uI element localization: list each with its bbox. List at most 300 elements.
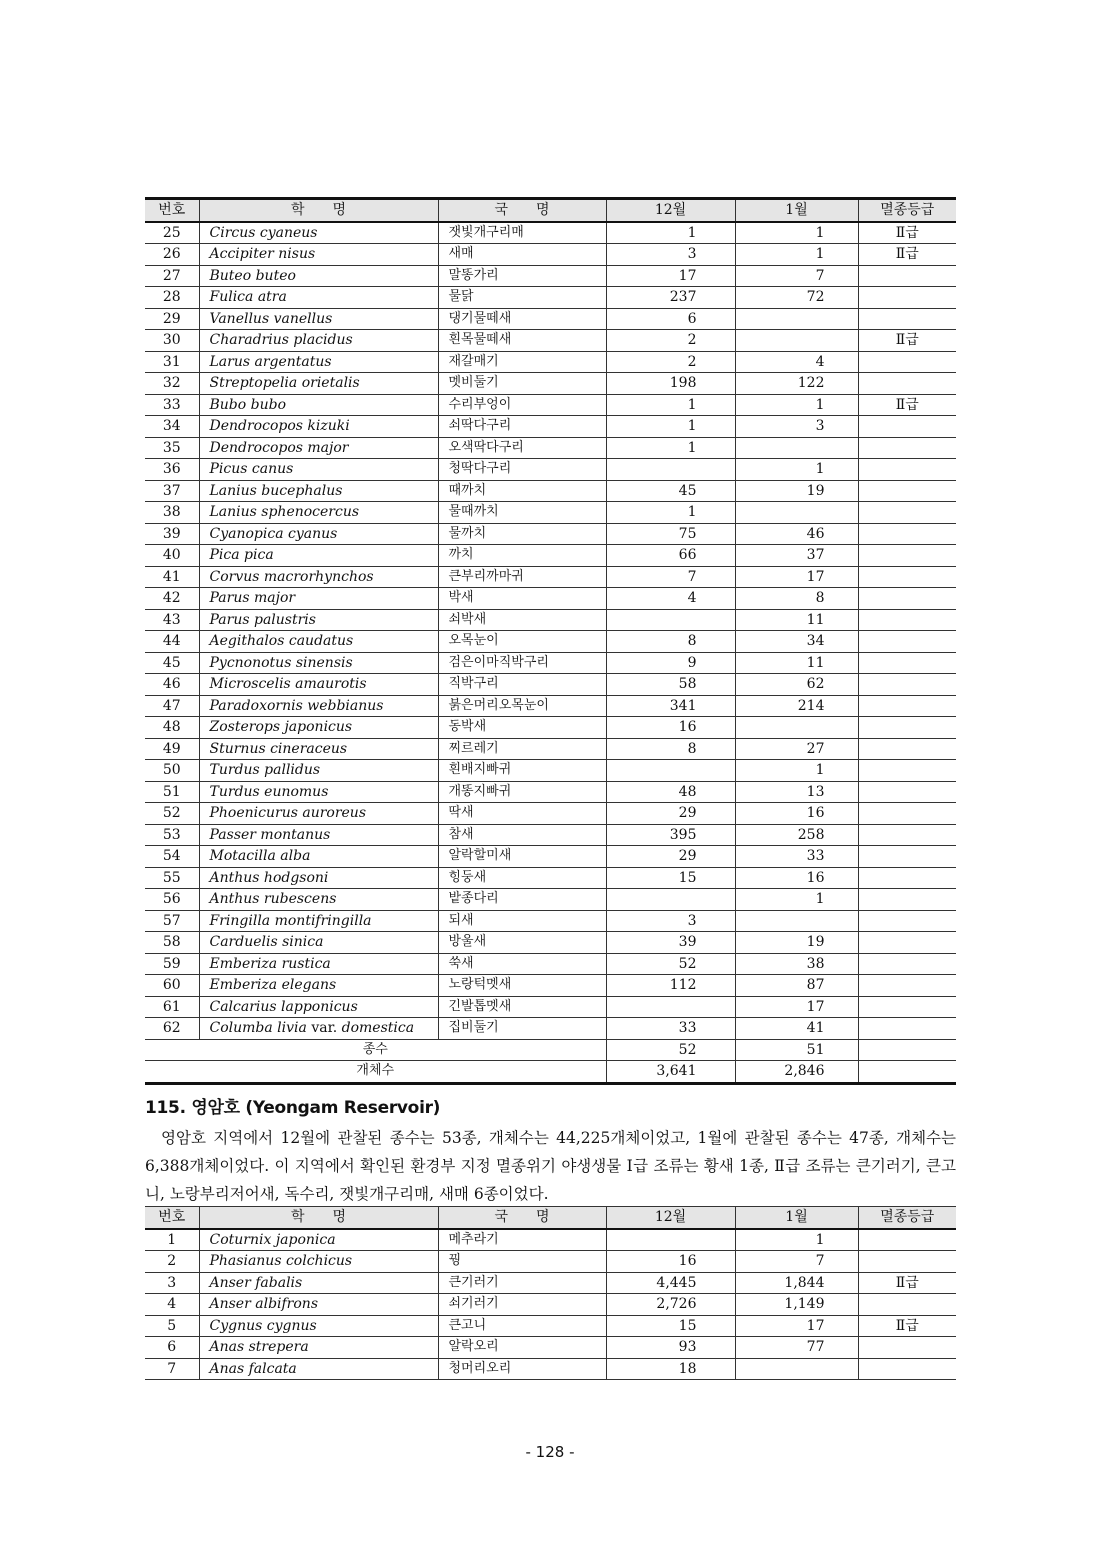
endangered-grade <box>858 889 956 911</box>
scientific-name <box>199 373 438 395</box>
december-count: 341 <box>606 695 735 717</box>
january-count: 11 <box>735 652 858 674</box>
table-row <box>145 265 956 287</box>
scientific-name <box>199 846 438 868</box>
january-count: 37 <box>735 545 858 567</box>
scientific-name <box>199 738 438 760</box>
table-row <box>145 910 956 932</box>
january-count: 7 <box>735 1251 858 1273</box>
december-count: 4 <box>606 588 735 610</box>
scientific-name-text: Anthus hodgsoni <box>209 869 329 886</box>
row-number: 57 <box>145 910 199 932</box>
january-count: 72 <box>735 287 858 309</box>
january-count <box>735 717 858 739</box>
korean-name: 재갈매기 <box>438 351 606 373</box>
table-header-row <box>145 1207 956 1229</box>
scientific-name <box>199 1272 438 1294</box>
table-row <box>145 781 956 803</box>
january-count: 77 <box>735 1337 858 1359</box>
scientific-name <box>199 953 438 975</box>
january-count: 33 <box>735 846 858 868</box>
table-row <box>145 351 956 373</box>
scientific-name-text: Anthus rubescens <box>209 891 337 908</box>
december-count <box>606 760 735 782</box>
table-row <box>145 953 956 975</box>
scientific-name <box>199 351 438 373</box>
december-count: 66 <box>606 545 735 567</box>
january-count: 1 <box>735 760 858 782</box>
row-number: 59 <box>145 953 199 975</box>
endangered-grade <box>858 953 956 975</box>
endangered-grade: Ⅱ급 <box>858 244 956 266</box>
december-count: 1 <box>606 394 735 416</box>
row-number: 31 <box>145 351 199 373</box>
korean-name: 붉은머리오목눈이 <box>438 695 606 717</box>
table-row <box>145 846 956 868</box>
row-number: 30 <box>145 330 199 352</box>
january-count: 62 <box>735 674 858 696</box>
korean-name: 되새 <box>438 910 606 932</box>
endangered-grade <box>858 803 956 825</box>
scientific-name-text: Turdus pallidus <box>209 762 321 779</box>
row-number: 40 <box>145 545 199 567</box>
january-count: 1 <box>735 889 858 911</box>
scientific-name-text: Fringilla montifringilla <box>209 912 372 929</box>
korean-name: 개똥지빠귀 <box>438 781 606 803</box>
row-number: 45 <box>145 652 199 674</box>
table-row <box>145 1251 956 1273</box>
col-header-korean-name: 국 명 <box>438 199 606 222</box>
korean-name: 집비둘기 <box>438 1018 606 1040</box>
row-number: 39 <box>145 523 199 545</box>
table-row <box>145 566 956 588</box>
table-row <box>145 588 956 610</box>
endangered-grade <box>858 932 956 954</box>
col-header-endangered-grade: 멸종등급 <box>858 199 956 222</box>
scientific-name-text: Lanius bucephalus <box>209 482 343 499</box>
january-count: 122 <box>735 373 858 395</box>
december-count: 3 <box>606 910 735 932</box>
korean-name: 직박구리 <box>438 674 606 696</box>
endangered-grade <box>858 265 956 287</box>
scientific-name <box>199 1358 438 1380</box>
row-number: 37 <box>145 480 199 502</box>
scientific-name <box>199 975 438 997</box>
december-count: 1 <box>606 502 735 524</box>
december-count: 4,445 <box>606 1272 735 1294</box>
scientific-name <box>199 652 438 674</box>
scientific-name <box>199 760 438 782</box>
korean-name: 흰배지빠귀 <box>438 760 606 782</box>
scientific-name-text: Parus palustris <box>209 611 316 628</box>
december-count: 237 <box>606 287 735 309</box>
january-count: 17 <box>735 996 858 1018</box>
scientific-name <box>199 588 438 610</box>
scientific-name-text: Phoenicurus auroreus <box>209 805 367 822</box>
row-number: 28 <box>145 287 199 309</box>
december-count <box>606 1229 735 1251</box>
december-count: 16 <box>606 717 735 739</box>
endangered-grade <box>858 308 956 330</box>
endangered-grade <box>858 1337 956 1359</box>
scientific-name-text: Dendrocopos kizuki <box>209 418 350 435</box>
scientific-name <box>199 1315 438 1337</box>
row-number: 52 <box>145 803 199 825</box>
scientific-name-text: Zosterops japonicus <box>209 719 353 736</box>
row-number: 58 <box>145 932 199 954</box>
january-count: 214 <box>735 695 858 717</box>
scientific-name <box>199 437 438 459</box>
table-row <box>145 502 956 524</box>
december-count: 18 <box>606 1358 735 1380</box>
row-number: 27 <box>145 265 199 287</box>
december-count: 15 <box>606 1315 735 1337</box>
col-header-endangered-grade: 멸종등급 <box>858 1207 956 1229</box>
january-count: 46 <box>735 523 858 545</box>
species-count-label: 종수 <box>145 1039 606 1061</box>
january-count: 3 <box>735 416 858 438</box>
scientific-name-text: Passer montanus <box>209 826 331 843</box>
row-number: 5 <box>145 1315 199 1337</box>
endangered-grade <box>858 867 956 889</box>
endangered-grade <box>858 695 956 717</box>
korean-name: 큰기러기 <box>438 1272 606 1294</box>
korean-name: 오색딱다구리 <box>438 437 606 459</box>
december-count <box>606 889 735 911</box>
scientific-name <box>199 545 438 567</box>
endangered-grade <box>858 781 956 803</box>
table-row <box>145 459 956 481</box>
january-count: 1,149 <box>735 1294 858 1316</box>
row-number: 25 <box>145 222 199 244</box>
table-row <box>145 1294 956 1316</box>
table-row <box>145 308 956 330</box>
january-count: 38 <box>735 953 858 975</box>
endangered-grade <box>858 588 956 610</box>
korean-name: 댕기물떼새 <box>438 308 606 330</box>
endangered-grade <box>858 652 956 674</box>
korean-name: 밭종다리 <box>438 889 606 911</box>
species-count-grade <box>858 1039 956 1061</box>
scientific-name-text: Pycnonotus sinensis <box>209 654 353 671</box>
december-count: 45 <box>606 480 735 502</box>
scientific-name-text: Dendrocopos major <box>209 439 349 456</box>
scientific-name-text: Sturnus cineraceus <box>209 740 348 757</box>
endangered-grade <box>858 631 956 653</box>
scientific-name <box>199 609 438 631</box>
december-count: 9 <box>606 652 735 674</box>
january-count: 1,844 <box>735 1272 858 1294</box>
korean-name: 알락할미새 <box>438 846 606 868</box>
december-count <box>606 459 735 481</box>
species-table-1 <box>145 197 956 1085</box>
scientific-name <box>199 287 438 309</box>
december-count: 33 <box>606 1018 735 1040</box>
korean-name: 말똥가리 <box>438 265 606 287</box>
korean-name: 물닭 <box>438 287 606 309</box>
row-number: 34 <box>145 416 199 438</box>
korean-name: 까치 <box>438 545 606 567</box>
december-count: 29 <box>606 803 735 825</box>
korean-name: 물까치 <box>438 523 606 545</box>
endangered-grade <box>858 416 956 438</box>
korean-name: 물때까치 <box>438 502 606 524</box>
row-number: 62 <box>145 1018 199 1040</box>
table-header-row <box>145 199 956 222</box>
row-number: 43 <box>145 609 199 631</box>
table-row <box>145 523 956 545</box>
korean-name: 참새 <box>438 824 606 846</box>
col-header-korean-name: 국 명 <box>438 1207 606 1229</box>
table-row <box>145 803 956 825</box>
december-count <box>606 996 735 1018</box>
table-row <box>145 1315 956 1337</box>
scientific-name <box>199 308 438 330</box>
scientific-name <box>199 824 438 846</box>
scientific-name-text: Parus major <box>209 590 296 607</box>
scientific-name-text: Coturnix japonica <box>209 1231 336 1248</box>
scientific-name <box>199 1018 438 1040</box>
december-count: 7 <box>606 566 735 588</box>
scientific-name-text: Anser albifrons <box>209 1296 319 1313</box>
row-number: 50 <box>145 760 199 782</box>
scientific-name <box>199 480 438 502</box>
table-row <box>145 244 956 266</box>
january-count <box>735 437 858 459</box>
scientific-name <box>199 781 438 803</box>
scientific-name <box>199 695 438 717</box>
korean-name: 큰부리까마귀 <box>438 566 606 588</box>
december-count: 112 <box>606 975 735 997</box>
january-count <box>735 502 858 524</box>
january-count: 1 <box>735 244 858 266</box>
endangered-grade <box>858 545 956 567</box>
row-number: 1 <box>145 1229 199 1251</box>
table-row <box>145 652 956 674</box>
col-header-january: 1월 <box>735 199 858 222</box>
december-count: 2 <box>606 351 735 373</box>
december-count: 17 <box>606 265 735 287</box>
december-count: 8 <box>606 738 735 760</box>
table-row <box>145 631 956 653</box>
january-count: 17 <box>735 566 858 588</box>
table-row <box>145 330 956 352</box>
january-count: 1 <box>735 394 858 416</box>
scientific-name <box>199 1251 438 1273</box>
row-number: 29 <box>145 308 199 330</box>
endangered-grade <box>858 1294 956 1316</box>
korean-name: 오목눈이 <box>438 631 606 653</box>
scientific-name-text: Cygnus cygnus <box>209 1317 317 1334</box>
january-count: 19 <box>735 480 858 502</box>
korean-name: 방울새 <box>438 932 606 954</box>
table-row <box>145 1337 956 1359</box>
january-count: 17 <box>735 1315 858 1337</box>
individual-count-row <box>145 1061 956 1084</box>
january-count: 19 <box>735 932 858 954</box>
january-count <box>735 330 858 352</box>
endangered-grade <box>858 760 956 782</box>
table-row <box>145 416 956 438</box>
scientific-name <box>199 1337 438 1359</box>
korean-name: 딱새 <box>438 803 606 825</box>
variety-name: domestica <box>341 1020 415 1037</box>
scientific-name <box>199 1294 438 1316</box>
scientific-name-text: Phasianus colchicus <box>209 1253 353 1270</box>
korean-name: 동박새 <box>438 717 606 739</box>
scientific-name-text: Paradoxornis webbianus <box>209 697 384 714</box>
table-row <box>145 1229 956 1251</box>
row-number: 44 <box>145 631 199 653</box>
korean-name: 청딱다구리 <box>438 459 606 481</box>
scientific-name <box>199 889 438 911</box>
december-count: 16 <box>606 1251 735 1273</box>
table-row <box>145 889 956 911</box>
january-count: 1 <box>735 222 858 244</box>
col-header-december: 12월 <box>606 199 735 222</box>
endangered-grade: Ⅱ급 <box>858 1315 956 1337</box>
december-count: 2 <box>606 330 735 352</box>
endangered-grade <box>858 1251 956 1273</box>
december-count: 15 <box>606 867 735 889</box>
row-number: 47 <box>145 695 199 717</box>
endangered-grade <box>858 609 956 631</box>
table-row <box>145 545 956 567</box>
december-count: 198 <box>606 373 735 395</box>
december-count: 8 <box>606 631 735 653</box>
row-number: 60 <box>145 975 199 997</box>
korean-name: 큰고니 <box>438 1315 606 1337</box>
row-number: 7 <box>145 1358 199 1380</box>
table-row <box>145 480 956 502</box>
scientific-name <box>199 502 438 524</box>
scientific-name-text: Emberiza rustica <box>209 955 331 972</box>
korean-name: 노랑턱멧새 <box>438 975 606 997</box>
january-count <box>735 308 858 330</box>
scientific-name <box>199 416 438 438</box>
scientific-name <box>199 1229 438 1251</box>
december-count: 29 <box>606 846 735 868</box>
row-number: 49 <box>145 738 199 760</box>
korean-name: 찌르레기 <box>438 738 606 760</box>
endangered-grade <box>858 996 956 1018</box>
col-header-january: 1월 <box>735 1207 858 1229</box>
section-paragraph: 영암호 지역에서 12월에 관찰된 종수는 53종, 개체수는 44,225개체이었고, 1월에 관찰된 종수는 47종, 개체수는 6,388개체이었다. 이 지역에서 확인된 환경부 지정 멸종위기 야생생물 Ⅰ급 조류는 황새 1종, Ⅱ급 조류는 큰기러기, 큰고니, 노랑부리저어새, 독수리, 잿빛개구리매, 새매 6종이었다. <box>145 1129 956 1203</box>
row-number: 42 <box>145 588 199 610</box>
endangered-grade <box>858 480 956 502</box>
december-count: 395 <box>606 824 735 846</box>
korean-name: 새매 <box>438 244 606 266</box>
endangered-grade <box>858 523 956 545</box>
january-count: 1 <box>735 1229 858 1251</box>
scientific-name-text: Lanius sphenocercus <box>209 504 360 521</box>
scientific-name-text: Fulica atra <box>209 289 287 306</box>
korean-name: 쇠기러기 <box>438 1294 606 1316</box>
january-count: 11 <box>735 609 858 631</box>
scientific-name-text: Turdus eunomus <box>209 783 329 800</box>
january-count <box>735 1358 858 1380</box>
scientific-name-text: Columba livia <box>209 1020 307 1037</box>
col-header-december: 12월 <box>606 1207 735 1229</box>
col-header-scientific-name: 학 명 <box>199 1207 438 1229</box>
row-number: 32 <box>145 373 199 395</box>
scientific-name-text: Anas falcata <box>209 1360 297 1377</box>
korean-name: 멧비둘기 <box>438 373 606 395</box>
row-number: 3 <box>145 1272 199 1294</box>
endangered-grade <box>858 1358 956 1380</box>
table-row <box>145 1358 956 1380</box>
december-count: 75 <box>606 523 735 545</box>
scientific-name <box>199 459 438 481</box>
scientific-name-text: Anser fabalis <box>209 1274 303 1291</box>
endangered-grade <box>858 846 956 868</box>
row-number: 35 <box>145 437 199 459</box>
row-number: 48 <box>145 717 199 739</box>
scientific-name-text: Carduelis sinica <box>209 934 324 951</box>
scientific-name-text: Emberiza elegans <box>209 977 337 994</box>
species-count-row <box>145 1039 956 1061</box>
december-count: 58 <box>606 674 735 696</box>
korean-name: 때까치 <box>438 480 606 502</box>
variety-marker: var. <box>311 1020 338 1037</box>
scientific-name <box>199 523 438 545</box>
endangered-grade <box>858 437 956 459</box>
scientific-name <box>199 932 438 954</box>
korean-name: 쑥새 <box>438 953 606 975</box>
december-count: 3 <box>606 244 735 266</box>
december-count: 6 <box>606 308 735 330</box>
korean-name: 쇠박새 <box>438 609 606 631</box>
table-row <box>145 975 956 997</box>
korean-name: 흰목물떼새 <box>438 330 606 352</box>
scientific-name <box>199 910 438 932</box>
species-count-december: 52 <box>606 1039 735 1061</box>
individual-count-grade <box>858 1061 956 1084</box>
december-count: 52 <box>606 953 735 975</box>
col-header-scientific-name: 학 명 <box>199 199 438 222</box>
january-count <box>735 910 858 932</box>
table-row <box>145 717 956 739</box>
january-count: 41 <box>735 1018 858 1040</box>
row-number: 55 <box>145 867 199 889</box>
table-row <box>145 695 956 717</box>
endangered-grade <box>858 351 956 373</box>
table-row <box>145 394 956 416</box>
december-count: 39 <box>606 932 735 954</box>
table-row <box>145 996 956 1018</box>
scientific-name-text: Anas strepera <box>209 1339 309 1356</box>
table-row <box>145 674 956 696</box>
row-number: 54 <box>145 846 199 868</box>
endangered-grade: Ⅱ급 <box>858 330 956 352</box>
scientific-name <box>199 330 438 352</box>
january-count: 4 <box>735 351 858 373</box>
endangered-grade <box>858 1229 956 1251</box>
table-row <box>145 373 956 395</box>
row-number: 41 <box>145 566 199 588</box>
endangered-grade <box>858 459 956 481</box>
table-row <box>145 287 956 309</box>
scientific-name-text: Picus canus <box>209 461 294 478</box>
col-header-number: 번호 <box>145 199 199 222</box>
january-count: 1 <box>735 459 858 481</box>
endangered-grade <box>858 566 956 588</box>
row-number: 36 <box>145 459 199 481</box>
scientific-name-text: Vanellus vanellus <box>209 310 333 327</box>
endangered-grade: Ⅱ급 <box>858 222 956 244</box>
scientific-name-text: Accipiter nisus <box>209 246 316 263</box>
table-row <box>145 1272 956 1294</box>
